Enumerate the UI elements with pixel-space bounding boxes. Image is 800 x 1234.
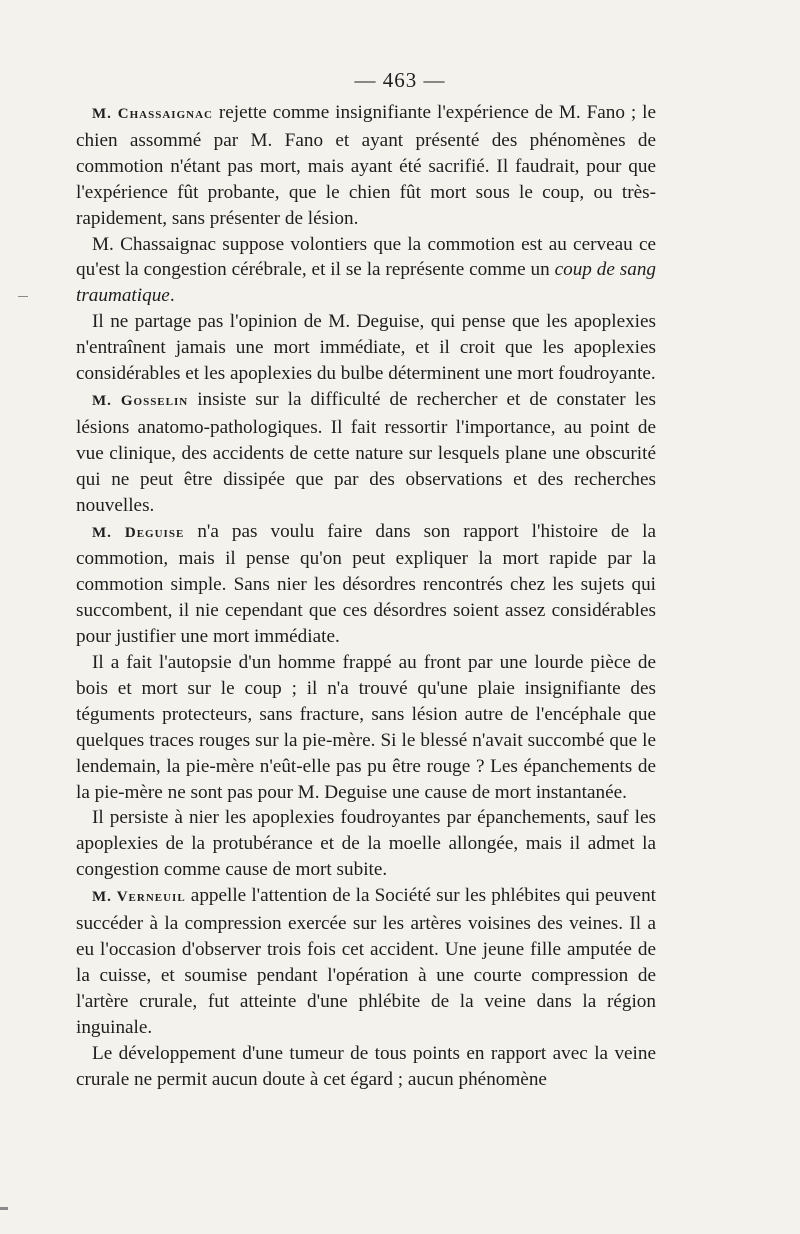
speaker-name: M. Chassaignac [92,106,213,122]
scan-mark [0,1207,8,1210]
paragraph: M. Verneuil appelle l'attention de la Société sur les phlébites qui peuvent succéder à la compression exercée sur les artères voisines des veines. Il a eu l'occasion d'observer trois fois cet accident. Une jeune fille amputée de la cuisse, et soumise pendant l'opération à une courte compression de l'artère crurale, fut atteinte d'une phlébite de la veine dans la région inguinale. [76,885,656,1038]
emphasis: coup de sang traumatique [76,259,657,307]
page-number: — 463 — [354,68,446,92]
paragraph: M. Deguise n'a pas voulu faire dans son rapport l'histoire de la commotion, mais il pense qu'on peut expliquer la mort rapide par la commotion simple. Sans nier les désordres rencontrés chez les sujets qui succombent, il nie cependant que ces désordres soient assez considérables pour justifier une mort immédiate. [76,520,657,648]
paragraph: Il persiste à nier les apoplexies foudroyantes par épanchements, sauf les apoplexies de la protubérance et de la moelle allongée, mais il admet la congestion comme cause de mort subite. [76,807,656,881]
paragraph: Le développement d'une tumeur de tous points en rapport avec la veine crurale ne permit aucun doute à cet égard ; aucun phénomène [76,1042,656,1090]
paragraph: M. Chassaignac suppose volontiers que la commotion est au cerveau ce qu'est la congestion cérébrale, et il se la représente comme un coup de sang traumatique. [76,233,657,307]
paragraph: Il ne partage pas l'opinion de M. Deguise, qui pense que les apoplexies n'entraînent jamais une mort immédiate, et il croit que les apoplexies considérables et les apoplexies du bulbe déterminent une mort foudroyante. [76,311,656,385]
paragraph: M. Gosselin insiste sur la difficulté de rechercher et de constater les lésions anatomo-pathologiques. Il fait ressortir l'importance, au point de vue clinique, des accidents de cette nature sur lesquels plane une obscurité qui ne peut être dissipée que par des observations et des recherches nouvelles. [76,388,657,516]
scan-mark [18,296,28,297]
speaker-name: M. Verneuil [92,889,186,906]
speaker-name: M. Deguise [92,524,185,541]
speaker-name: M. Gosselin [92,392,189,409]
body-text [76,100,656,1092]
paragraph: M. Chassaignac rejette comme insignifiante l'expérience de M. Fano ; le chien assommé par M. Fano et ayant présenté des phénomènes de commotion n'étant pas mort, mais ayant été sacrifié. Il faudrait, pour que l'expérience fût probante, que le chien fût mort sous le coup, ou très-rapidement, sans présenter de lésion. [76,102,656,229]
paragraph: Il a fait l'autopsie d'un homme frappé au front par une lourde pièce de bois et mort sur le coup ; il n'a trouvé qu'une plaie insignifiante des téguments protecteurs, sans fracture, sans lésion autre de l'encéphale que quelques traces rouges sur la pie-mère. Si le blessé n'avait succombé que le lendemain, la pie-mère n'eût-elle pas pu être rouge ? Les épanchements de la pie-mère ne sont pas pour M. Deguise une cause de mort instantanée. [76,652,656,803]
